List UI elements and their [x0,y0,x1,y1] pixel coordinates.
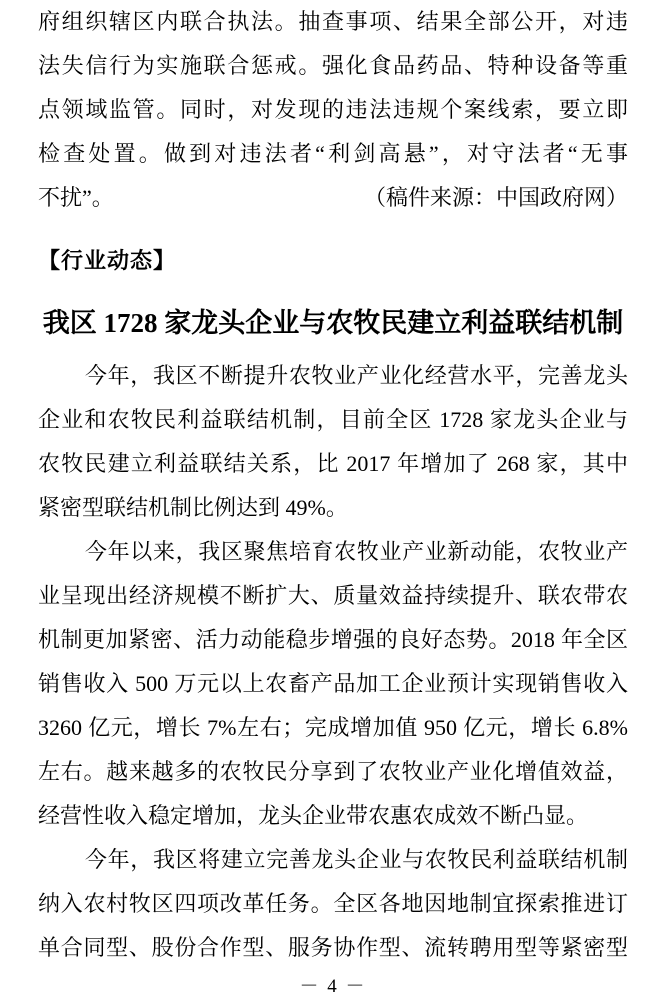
paragraph-line: 3260 亿元，增长 7%左右；完成增加值 950 亿元，增长 6.8% [38,715,628,740]
paragraph-line: 农牧民建立利益联结关系，比 2017 年增加了 268 家，其中 [38,451,628,476]
article-body [38,354,628,970]
section-header: 【行业动态】 [38,248,177,273]
paragraph-line: 今年以来，我区聚焦培育农牧业产业新动能，农牧业产 [85,539,628,564]
paragraph-line: 销售收入 500 万元以上农畜产品加工企业预计实现销售收入 [38,671,628,696]
paragraph-line: 经营性收入稳定增加，龙头企业带农惠农成效不断凸显。 [38,803,589,828]
paragraph-2 [38,530,628,838]
paragraph-line: 今年，我区将建立完善龙头企业与农牧民利益联结机制 [85,847,628,872]
article-title: 我区 1728 家龙头企业与农牧民建立利益联结机制 [42,308,624,338]
paragraph-3 [38,838,628,970]
paragraph-line: 单合同型、股份合作型、服务协作型、流转聘用型等紧密型 [38,935,628,960]
continued-paragraph [38,0,628,220]
paragraph-line: 紧密型联结机制比例达到 49%。 [38,495,348,520]
continued-paragraph-line: 检查处置。做到对违法者“利剑高悬”，对守法者“无事 [38,141,628,166]
paragraph-line: 机制更加紧密、活力动能稳步增强的良好态势。2018 年全区 [38,627,628,652]
paragraph-line: 业呈现出经济规模不断扩大、质量效益持续提升、联农带农 [38,583,628,608]
source-attribution: （稿件来源：中国政府网） [363,185,628,210]
continued-paragraph-line: 法失信行为实施联合惩戒。强化食品药品、特种设备等重 [38,53,628,78]
page-number: － 4 － [299,976,367,997]
continued-paragraph-line-end: 不扰”。 [38,185,114,210]
paragraph-1 [38,354,628,530]
paragraph-line: 纳入农村牧区四项改革任务。全区各地因地制宜探索推进订 [38,891,628,916]
paragraph-line: 企业和农牧民利益联结机制，目前全区 1728 家龙头企业与 [38,407,628,432]
paragraph-line: 左右。越来越多的农牧民分享到了农牧业产业化增值效益， [38,759,628,784]
continued-paragraph-last-line [38,176,628,220]
continued-paragraph-line: 点领域监管。同时，对发现的违法违规个案线索，要立即 [38,97,628,122]
continued-paragraph-line: 府组织辖区内联合执法。抽查事项、结果全部公开，对违 [38,9,628,34]
paragraph-line: 今年，我区不断提升农牧业产业化经营水平，完善龙头 [85,363,628,388]
